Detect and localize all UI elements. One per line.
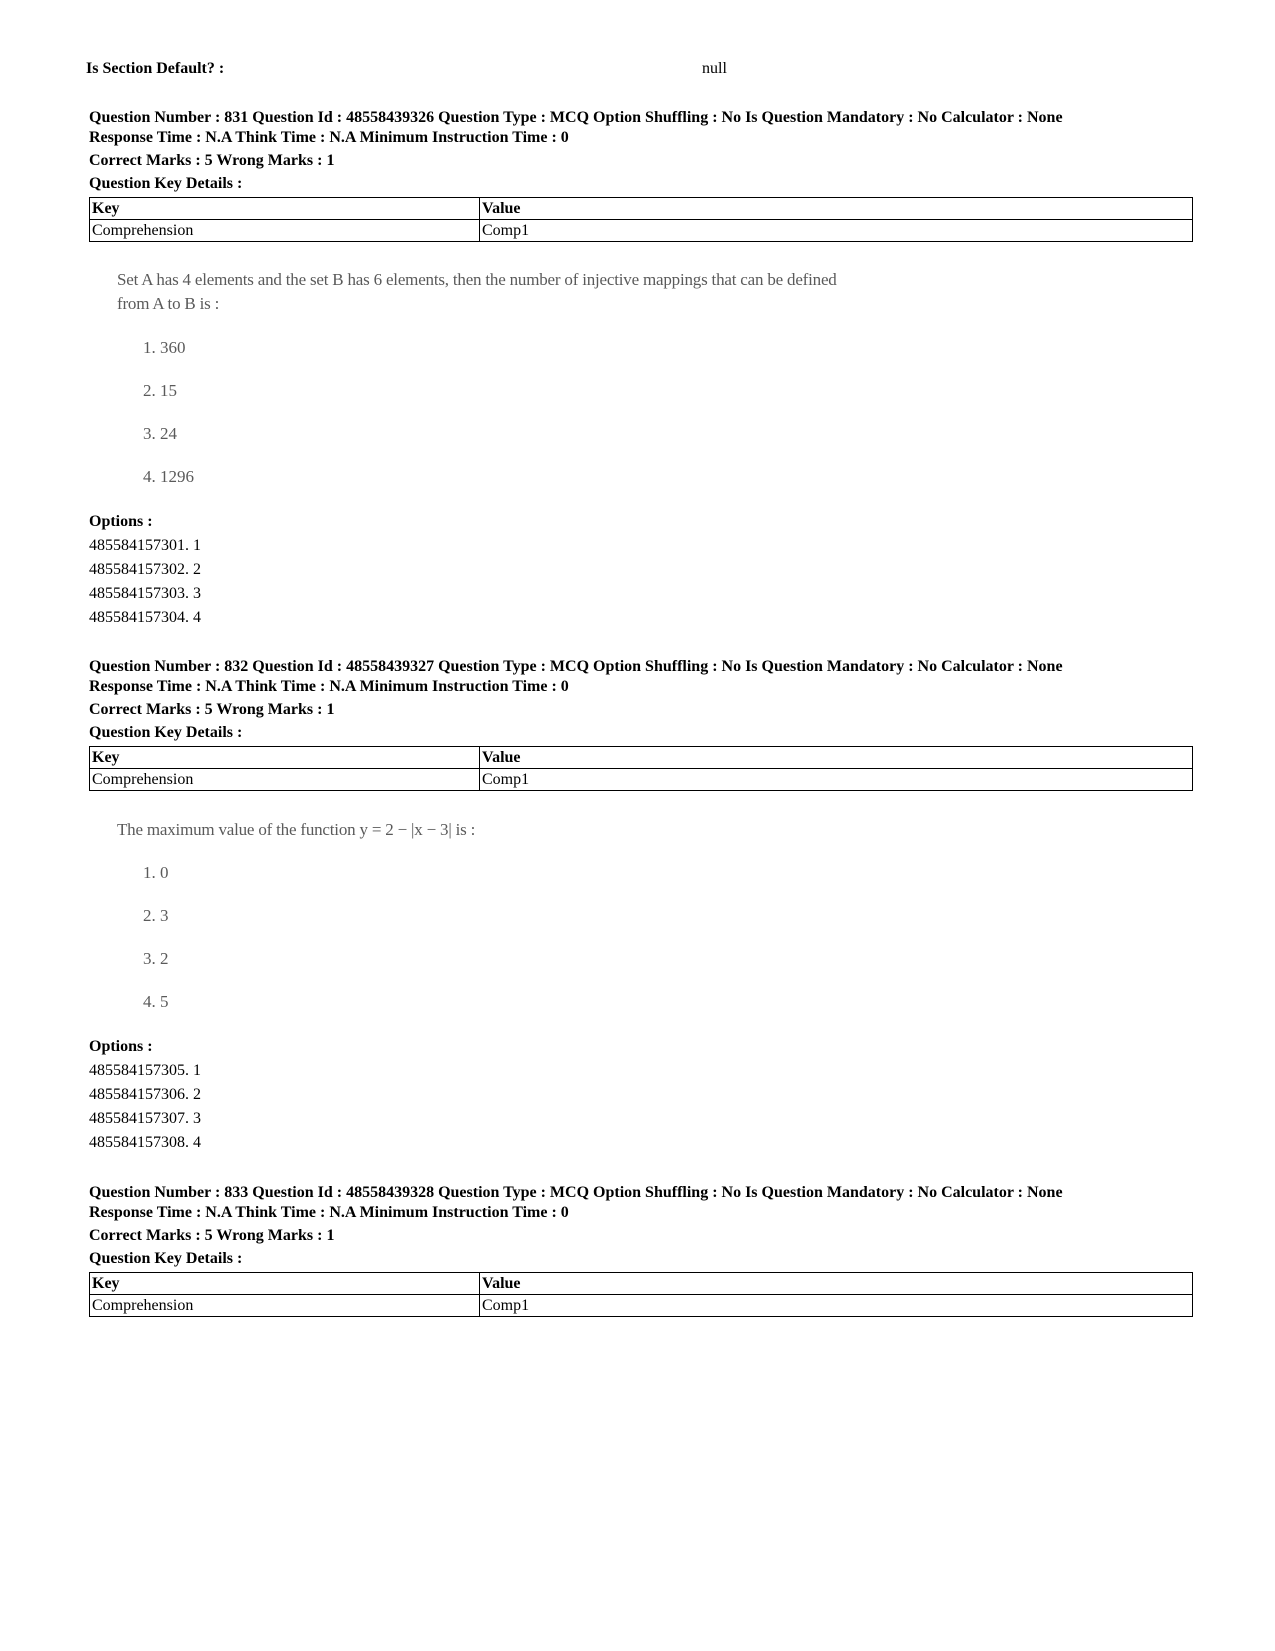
question-meta-line2: Response Time : N.A Think Time : N.A Minimum Instruction Time : 0 bbox=[89, 129, 569, 146]
key-table-cell-key: Comprehension bbox=[90, 220, 480, 242]
question-choice: 4. 5 bbox=[143, 992, 169, 1011]
option-item: 485584157303. 3 bbox=[89, 585, 201, 602]
question-meta-line1: Question Number : 832 Question Id : 48558439327 Question Type : MCQ Option Shuffling : No Is Question Mandatory : No Calculator : None bbox=[89, 658, 1063, 675]
question-image-831 bbox=[117, 268, 1117, 489]
key-table-header-row bbox=[90, 198, 1193, 220]
question-key-table bbox=[89, 746, 1193, 791]
key-table-header-row bbox=[90, 1273, 1193, 1295]
question-meta-line2: Response Time : N.A Think Time : N.A Minimum Instruction Time : 0 bbox=[89, 1204, 569, 1221]
key-table-cell-value: Comp1 bbox=[480, 220, 1193, 242]
key-table-header-key: Key bbox=[90, 198, 480, 220]
option-item: 485584157302. 2 bbox=[89, 561, 201, 578]
question-block-832 bbox=[89, 657, 1193, 791]
question-block-833 bbox=[89, 1183, 1193, 1317]
question-meta-line1: Question Number : 831 Question Id : 48558439326 Question Type : MCQ Option Shuffling : No Is Question Mandatory : No Calculator : None bbox=[89, 109, 1063, 126]
option-item: 485584157301. 1 bbox=[89, 537, 201, 554]
question-key-table bbox=[89, 1272, 1193, 1317]
key-table-header-key: Key bbox=[90, 747, 480, 769]
question-image-832 bbox=[117, 818, 1117, 1014]
key-table-header-value: Value bbox=[480, 1273, 1193, 1295]
question-choice: 1. 360 bbox=[143, 338, 186, 357]
options-block-831 bbox=[89, 512, 1193, 630]
question-choice: 2. 3 bbox=[143, 906, 169, 925]
question-stem-line: from A to B is : bbox=[117, 294, 220, 313]
question-choice: 3. 24 bbox=[143, 424, 177, 443]
question-marks: Correct Marks : 5 Wrong Marks : 1 bbox=[89, 1227, 335, 1244]
question-choice: 3. 2 bbox=[143, 949, 169, 968]
question-marks: Correct Marks : 5 Wrong Marks : 1 bbox=[89, 152, 335, 169]
key-table-row bbox=[90, 1295, 1193, 1317]
question-stem-line: Set A has 4 elements and the set B has 6 elements, then the number of injective mappings that can be defined bbox=[117, 270, 837, 289]
question-key-table bbox=[89, 197, 1193, 242]
key-table-cell-value: Comp1 bbox=[480, 769, 1193, 791]
key-table-cell-key: Comprehension bbox=[90, 1295, 480, 1317]
question-key-details-label: Question Key Details : bbox=[89, 1250, 243, 1267]
key-table-header-row bbox=[90, 747, 1193, 769]
question-marks: Correct Marks : 5 Wrong Marks : 1 bbox=[89, 701, 335, 718]
option-item: 485584157305. 1 bbox=[89, 1062, 201, 1079]
options-label: Options : bbox=[89, 1038, 153, 1055]
option-item: 485584157308. 4 bbox=[89, 1134, 201, 1151]
question-meta-line2: Response Time : N.A Think Time : N.A Minimum Instruction Time : 0 bbox=[89, 678, 569, 695]
key-table-header-value: Value bbox=[480, 747, 1193, 769]
options-label: Options : bbox=[89, 513, 153, 530]
section-default-row bbox=[86, 60, 1186, 82]
question-meta-line1: Question Number : 833 Question Id : 48558439328 Question Type : MCQ Option Shuffling : No Is Question Mandatory : No Calculator : None bbox=[89, 1184, 1063, 1201]
key-table-cell-value: Comp1 bbox=[480, 1295, 1193, 1317]
option-item: 485584157306. 2 bbox=[89, 1086, 201, 1103]
option-item: 485584157304. 4 bbox=[89, 609, 201, 626]
question-block-831 bbox=[89, 108, 1193, 242]
question-stem-line: The maximum value of the function y = 2 − |x − 3| is : bbox=[117, 820, 476, 839]
key-table-row bbox=[90, 769, 1193, 791]
section-default-label: Is Section Default? : bbox=[86, 60, 225, 77]
key-table-header-key: Key bbox=[90, 1273, 480, 1295]
question-choice: 4. 1296 bbox=[143, 467, 194, 486]
section-default-value: null bbox=[702, 60, 727, 77]
question-key-details-label: Question Key Details : bbox=[89, 175, 243, 192]
question-choice: 2. 15 bbox=[143, 381, 177, 400]
question-choice: 1. 0 bbox=[143, 863, 169, 882]
key-table-row bbox=[90, 220, 1193, 242]
key-table-header-value: Value bbox=[480, 198, 1193, 220]
question-key-details-label: Question Key Details : bbox=[89, 724, 243, 741]
options-block-832 bbox=[89, 1037, 1193, 1155]
option-item: 485584157307. 3 bbox=[89, 1110, 201, 1127]
key-table-cell-key: Comprehension bbox=[90, 769, 480, 791]
